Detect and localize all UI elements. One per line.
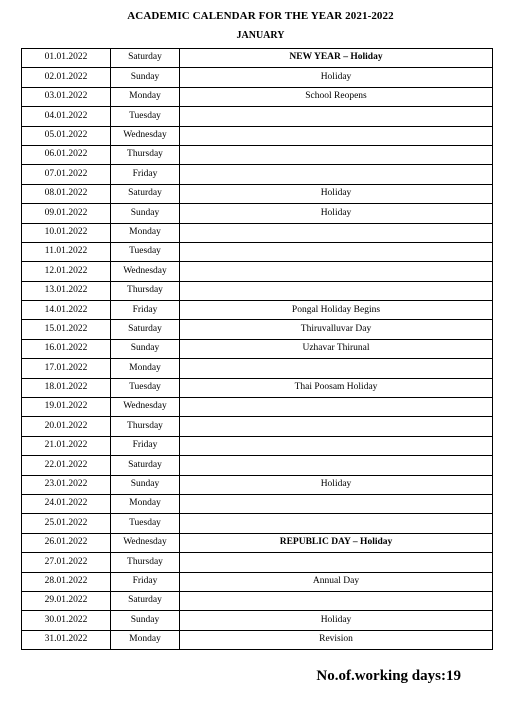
table-row (22, 572, 493, 591)
day-cell: Wednesday (111, 533, 180, 552)
day-cell: Thursday (111, 417, 180, 436)
date-cell: 31.01.2022 (22, 630, 111, 649)
table-row (22, 87, 493, 106)
table-row (22, 204, 493, 223)
date-cell: 20.01.2022 (22, 417, 111, 436)
calendar-body (22, 49, 493, 650)
day-cell: Friday (111, 436, 180, 455)
day-cell: Wednesday (111, 262, 180, 281)
date-cell: 16.01.2022 (22, 339, 111, 358)
event-cell (180, 281, 493, 300)
table-row (22, 320, 493, 339)
event-cell (180, 126, 493, 145)
table-row (22, 553, 493, 572)
date-cell: 05.01.2022 (22, 126, 111, 145)
day-cell: Wednesday (111, 126, 180, 145)
date-cell: 23.01.2022 (22, 475, 111, 494)
date-cell: 17.01.2022 (22, 359, 111, 378)
day-cell: Saturday (111, 591, 180, 610)
table-row (22, 475, 493, 494)
date-cell: 04.01.2022 (22, 107, 111, 126)
date-cell: 21.01.2022 (22, 436, 111, 455)
table-row (22, 68, 493, 87)
day-cell: Monday (111, 630, 180, 649)
event-cell (180, 553, 493, 572)
table-row (22, 184, 493, 203)
table-row (22, 281, 493, 300)
event-cell: Annual Day (180, 572, 493, 591)
date-cell: 03.01.2022 (22, 87, 111, 106)
day-cell: Sunday (111, 611, 180, 630)
event-cell: Thiruvalluvar Day (180, 320, 493, 339)
event-cell (180, 165, 493, 184)
date-cell: 12.01.2022 (22, 262, 111, 281)
date-cell: 11.01.2022 (22, 242, 111, 261)
day-cell: Wednesday (111, 398, 180, 417)
date-cell: 07.01.2022 (22, 165, 111, 184)
event-cell: Holiday (180, 611, 493, 630)
event-cell: Holiday (180, 184, 493, 203)
table-row (22, 165, 493, 184)
date-cell: 01.01.2022 (22, 49, 111, 68)
day-cell: Sunday (111, 204, 180, 223)
day-cell: Monday (111, 87, 180, 106)
date-cell: 08.01.2022 (22, 184, 111, 203)
date-cell: 28.01.2022 (22, 572, 111, 591)
date-cell: 10.01.2022 (22, 223, 111, 242)
calendar-table (21, 48, 493, 650)
event-cell (180, 591, 493, 610)
date-cell: 30.01.2022 (22, 611, 111, 630)
event-cell (180, 242, 493, 261)
event-cell (180, 262, 493, 281)
date-cell: 14.01.2022 (22, 301, 111, 320)
table-row (22, 514, 493, 533)
day-cell: Sunday (111, 339, 180, 358)
table-row (22, 359, 493, 378)
event-cell: Uzhavar Thirunal (180, 339, 493, 358)
event-cell (180, 398, 493, 417)
table-row (22, 611, 493, 630)
day-cell: Friday (111, 301, 180, 320)
day-cell: Saturday (111, 184, 180, 203)
event-cell: REPUBLIC DAY – Holiday (180, 533, 493, 552)
date-cell: 19.01.2022 (22, 398, 111, 417)
table-row (22, 145, 493, 164)
event-cell: Holiday (180, 475, 493, 494)
event-cell (180, 494, 493, 513)
table-row (22, 436, 493, 455)
event-cell: NEW YEAR – Holiday (180, 49, 493, 68)
table-row (22, 223, 493, 242)
date-cell: 25.01.2022 (22, 514, 111, 533)
event-cell (180, 145, 493, 164)
table-row (22, 417, 493, 436)
table-row (22, 630, 493, 649)
month-heading: JANUARY (236, 30, 285, 41)
event-cell (180, 514, 493, 533)
day-cell: Monday (111, 494, 180, 513)
table-row (22, 591, 493, 610)
date-cell: 18.01.2022 (22, 378, 111, 397)
working-days-summary: No.of.working days:19 (316, 668, 461, 684)
day-cell: Tuesday (111, 242, 180, 261)
day-cell: Monday (111, 223, 180, 242)
day-cell: Friday (111, 572, 180, 591)
date-cell: 06.01.2022 (22, 145, 111, 164)
event-cell: Thai Poosam Holiday (180, 378, 493, 397)
document-title: ACADEMIC CALENDAR FOR THE YEAR 2021-2022 (127, 10, 394, 22)
event-cell (180, 456, 493, 475)
table-row (22, 398, 493, 417)
day-cell: Sunday (111, 68, 180, 87)
day-cell: Sunday (111, 475, 180, 494)
table-row (22, 301, 493, 320)
table-row (22, 107, 493, 126)
table-row (22, 49, 493, 68)
day-cell: Thursday (111, 553, 180, 572)
table-row (22, 126, 493, 145)
day-cell: Thursday (111, 281, 180, 300)
date-cell: 24.01.2022 (22, 494, 111, 513)
date-cell: 15.01.2022 (22, 320, 111, 339)
event-cell (180, 223, 493, 242)
event-cell: Pongal Holiday Begins (180, 301, 493, 320)
event-cell (180, 436, 493, 455)
table-row (22, 242, 493, 261)
date-cell: 26.01.2022 (22, 533, 111, 552)
date-cell: 02.01.2022 (22, 68, 111, 87)
event-cell: Holiday (180, 204, 493, 223)
day-cell: Tuesday (111, 378, 180, 397)
table-row (22, 456, 493, 475)
day-cell: Tuesday (111, 514, 180, 533)
day-cell: Saturday (111, 49, 180, 68)
date-cell: 27.01.2022 (22, 553, 111, 572)
event-cell (180, 417, 493, 436)
event-cell: Revision (180, 630, 493, 649)
table-row (22, 378, 493, 397)
day-cell: Saturday (111, 456, 180, 475)
date-cell: 22.01.2022 (22, 456, 111, 475)
day-cell: Saturday (111, 320, 180, 339)
event-cell (180, 359, 493, 378)
event-cell (180, 107, 493, 126)
table-row (22, 533, 493, 552)
day-cell: Friday (111, 165, 180, 184)
day-cell: Tuesday (111, 107, 180, 126)
date-cell: 09.01.2022 (22, 204, 111, 223)
event-cell: School Reopens (180, 87, 493, 106)
table-row (22, 262, 493, 281)
event-cell: Holiday (180, 68, 493, 87)
table-row (22, 494, 493, 513)
table-row (22, 339, 493, 358)
date-cell: 29.01.2022 (22, 591, 111, 610)
date-cell: 13.01.2022 (22, 281, 111, 300)
day-cell: Thursday (111, 145, 180, 164)
day-cell: Monday (111, 359, 180, 378)
